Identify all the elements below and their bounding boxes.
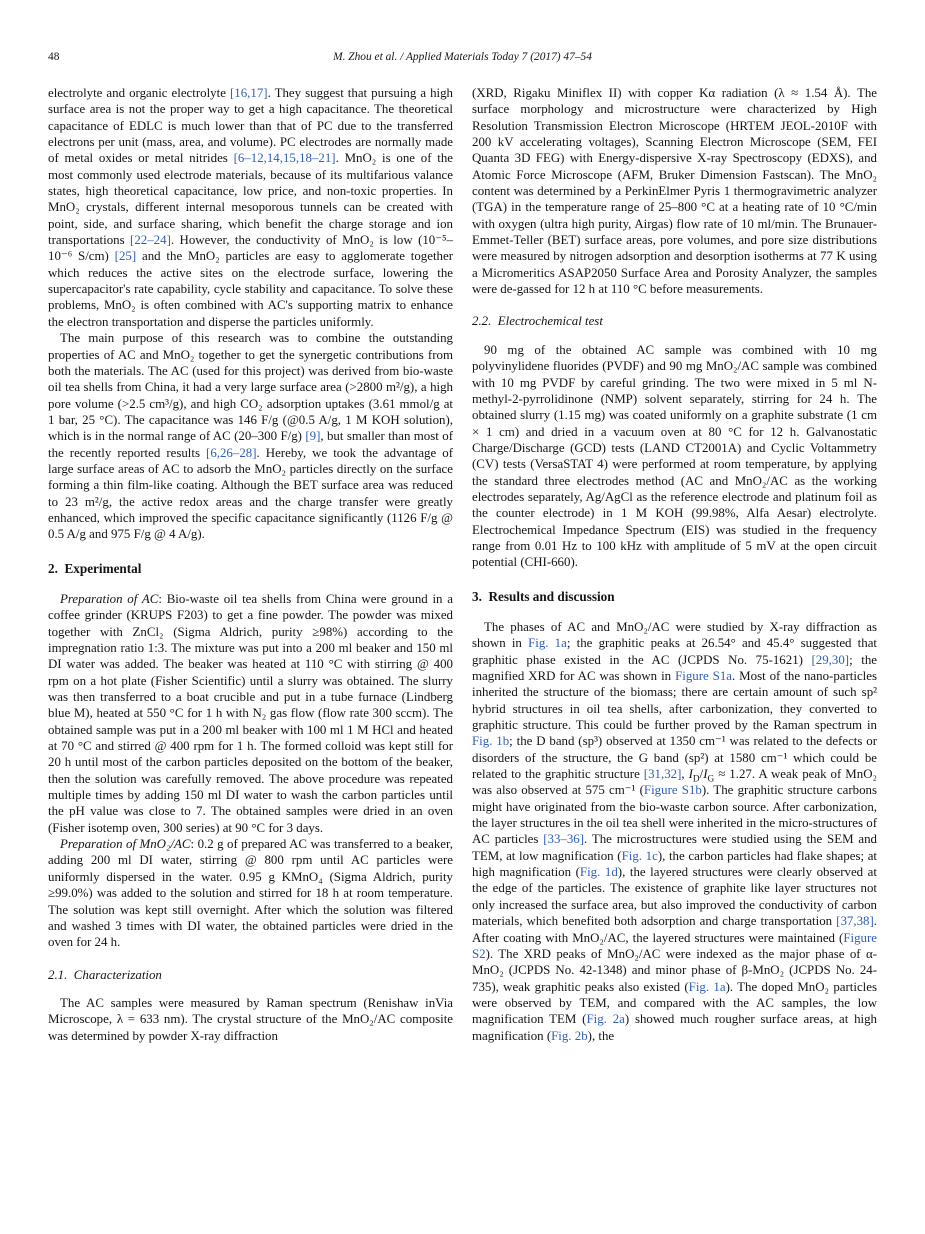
citation-link[interactable]: [22–24] xyxy=(130,233,171,248)
citation-link[interactable]: Fig. 1d xyxy=(579,865,618,880)
citation-link[interactable]: Fig. 2a xyxy=(586,1012,625,1027)
citation-link[interactable]: [16,17] xyxy=(229,86,268,100)
citation-link[interactable]: Fig. 1b xyxy=(472,734,510,749)
italic-text: I xyxy=(688,767,693,782)
citation-link[interactable]: [6,26–28] xyxy=(206,445,257,460)
paragraph: 90 mg of the obtained AC sample was combined with 10 mg polyvinylidene fluorides (PVDF) and 90 mg MnO₂/AC sample was combined with 10 mg PVDF by careful grinding. The two were mixed in 5 ml N-methyl-2-pyrrolidinone (NMP) solvent separately, stirring for 24 h. The obtained slurry (1.15 mg) was coated uniformly on a graphite substrate (1 cm × 1 cm) and dried in a vacuum oven at 80 °C for 12 h. Galvanostatic Charge/Discharge (GCD) tests (LAND CT2001A) and Cyclic Voltammetry (CV) tests (VersaSTAT 4) were performed at room temperature, by applying the standard three electrodes method (AC and MnO₂/AC as the working electrodes separately, Ag/AgCl as the reference electrode and platinum foil as the counter electrode) in 1 M KOH (99.98%, Alfa Aesar) electrolyte. Electrochemical Impedance Spectrum (EIS) was studied in the frequency range from 0.01 Hz to 100 kHz with amplitude of 5 mV at the open circuit potential (CHI-660). xyxy=(472,342,877,570)
citation-link[interactable]: [31,32] xyxy=(643,767,682,782)
citation-link[interactable]: Figure S1b xyxy=(643,783,702,798)
right-column xyxy=(472,85,877,1044)
paragraph: electrolyte and organic electrolyte [16,17]. They suggest that pursuing a high surface area is not the proper way to get a high capacitance. The theoretical capacitance of EDLC is much lower than that of PC due to the transferred electrons per unit (mass, area, and volume). PC electrodes are normally made of metal oxides or metal nitrides [6–12,14,15,18–21]. MnO₂ is one of the most commonly used electrode materials, because of its multifarious valance states, high theoretical capacitance, low price, and non-toxic properties. In MnO₂ crystals, different internal mesoporous tunnels can be created with point, side, and surface sharing, which benefit the charge storage and ion transportations [22–24]. However, the conductivity of MnO₂ is low (10⁻⁵–10⁻⁶ S/cm) [25] and the MnO₂ particles are easy to agglomerate together which reduces the active sites on the electrode surface, lowering the supercapacitor's rate capability, cycle stability and capacitance. To solve these problems, MnO₂ is often combined with AC's supporting matrix to enhance the electron transportation and disperse the particles uniformly. xyxy=(48,86,453,329)
paragraph: The main purpose of this research was to combine the outstanding properties of AC and MnO₂ together to get the synergetic contributions from both the materials. The AC (used for this project) was derived from bio-waste oil tea shells from China, it had a very large surface area (>2800 m²/g), a high pore volume (>2.5 cm³/g), and high CO₂ adsorption uptakes (3.61 mmol/g at 1 bar, 25 °C). The capacitance was 146 F/g (@0.5 A/g, 1 M KOH solution), which is in the normal range of AC (20–300 F/g) [9], but smaller than most of the recently reported results [6,26–28]. Hereby, we took the advantage of large surface areas of AC to adsorb the MnO₂ particles directly on the surface forming a thin film-like coating. Although the BET surface area was reduced to 23 m²/g, the active redox areas and the charge transfer were greatly enhanced, which improved the specific capacitance significantly (1126 F/g @ 0.5 A/g and 975 F/g @ 4 A/g). xyxy=(48,331,453,542)
citation-link[interactable]: Fig. 1c xyxy=(621,848,658,863)
citation-link[interactable]: Fig. 1a xyxy=(688,979,726,994)
section-heading: 3. Results and discussion xyxy=(472,588,615,604)
article-body xyxy=(48,85,877,1044)
citation-link[interactable]: [29,30] xyxy=(811,652,850,667)
page-number: 48 xyxy=(48,51,60,63)
citation-link[interactable]: [33–36] xyxy=(543,832,585,847)
paragraph: The phases of AC and MnO₂/AC were studied by X-ray diffraction as shown in Fig. 1a; the graphitic peaks at 26.54° and 45.4° suggested that graphitic phase existed in the AC (JCPDS No. 75-1621) [29,30]; the magnified XRD for AC was shown in Figure S1a. Most of the nano-particles inherited the structure of the biomass; there are certain amount of such sp² hybrid structures in oil tea shells, after carbonization, they converted to graphitic structure. This could be further proved by the Raman spectrum in Fig. 1b; the D band (sp³) observed at 1350 cm⁻¹ was related to the defects or disorders of the structure, the G band (sp²) at 1580 cm⁻¹ which could be related to the graphitic structure [31,32], $I_D/I_G \approx 1.27$. A weak peak of MnO₂ was also observed at 575 cm⁻¹ (Figure S1b). The graphitic structure carbons might have originated from the bio-waste carbon source. After carbonization, the layer structures in the oil tea shell were inherited in the micro-structures of AC particles [33–36]. The microstructures were studied using the SEM and TEM, at low magnification (Fig. 1c), the carbon particles had flake shapes; at high magnification (Fig. 1d), the layered structures were clearly observed at the edge of the particles. The existence of graphite like layer structures not only increased the surface area, but also improved the conductivity of carbon materials, which benefited both adsorption and charge transportation [37,38]. After coating with MnO₂/AC, the layered structures were maintained (Figure S2). The XRD peaks of MnO₂/AC were indexed as the major phase of α-MnO₂ (JCPDS No. 42-1348) and minor phase of β-MnO₂ (JCPDS No. 24-735), weak graphitic peaks also existed (Fig. 1a). The doped MnO₂ particles were observed by TEM, and compared with the AC samples, the low magnification TEM (Fig. 2a) showed much rougher surface areas, at high magnification (Fig. 2b), the xyxy=(472,619,878,1043)
subscript: G xyxy=(707,774,715,785)
italic-text: I xyxy=(703,767,708,782)
subsection-heading: 2.1. Characterization xyxy=(48,967,162,982)
paragraph: Preparation of MnO₂/AC: 0.2 g of prepared AC was transferred to a beaker, adding 200 ml DI water, stirring @ 800 rpm until AC particles were uniformly dispersed in the water. 0.95 g KMnO₄ (Sigma Aldrich, purity ≥99.0%) was added to the solution and stirred for 18 h at room temperature. The solution was kept still overnight. After which the solution was filtered and washed 3 times with DI water, the obtained particles were dried in the oven for 24 h. xyxy=(48,837,453,950)
citation-link[interactable]: Figure S1a xyxy=(675,669,732,683)
paragraph: Preparation of AC: Bio-waste oil tea shells from China were ground in a coffee grinder (KRUPS F203) to get a fine powder. The powder was mixed together with ZnCl₂ (Sigma Aldrich, purity ≥98%) according to the impregnation ratio 1:3. The mixture was put into a 200 ml beaker and 150 ml DI water was added. The beaker was heated at 110 °C with stirring @ 400 rpm on a hot plate (Fisher Scientific) until a slurry was obtained. The slurry was then transferred to a boat crucible and put in a tube furnace (Lindberg blue M), heated at 550 °C for 1 h with N₂ gas flow (flow rate 300 sccm). The obtained sample was put in a 200 ml beaker with 100 ml 1 M HCl and heated at 70 °C and stirred @ 400 rpm for 1 h. The formed colloid was kept still for 20 h until most of the carbon particles deposited on the bottom of the beaker, then the solution was carefully removed. The above procedure was repeated multiple times by adding 150 ml DI water to wash the carbon particles until the pH value was close to 7. The obtained samples were dried in an oven (Fisher isotemp oven, 300 series) at 90 °C for 3 days. xyxy=(48,591,453,835)
italic-text: Preparation of AC xyxy=(60,591,159,606)
citation-link[interactable]: [9] xyxy=(305,429,321,444)
citation-link[interactable]: [6–12,14,15,18–21] xyxy=(233,151,336,166)
citation-link[interactable]: Fig. 1a xyxy=(528,636,567,651)
page-header xyxy=(48,51,877,66)
paragraph: The AC samples were measured by Raman spectrum (Renishaw inVia Microscope, λ = 633 nm). The crystal structure of the MnO₂/AC composite was determined by powder X-ray diffraction xyxy=(48,995,453,1043)
italic-text: Preparation of MnO₂/AC xyxy=(60,837,191,852)
citation-link[interactable]: [25] xyxy=(114,249,137,264)
citation-link[interactable]: Figure S2 xyxy=(472,930,877,961)
citation-link[interactable]: Fig. 2b xyxy=(551,1028,588,1043)
paragraph: (XRD, Rigaku Miniflex II) with copper Kα radiation (λ ≈ 1.54 Å). The surface morphology and microstructure were characterized by High Resolution Transmission Electron Microscope (HRTEM JEOL-2010F with 200 kV accelerating voltages), Scanning Electron Microscope (SEM, FEI Quanta 3D FEG) with Energy-dispersive X-ray Spectroscopy (EDXS), and Atomic Force Microscope (AFM, Bruker Dimension Fastscan). The MnO₂ content was determined by a PerkinElmer Pyris 1 thermogravimetric analyzer (TGA) in the temperature range of 25–800 °C at a heating rate of 10 °C/min with oxygen (ultra high purity, Airgas) flow rate of 10 ml/min. The Brunauer-Emmet-Teller (BET) surface areas, pore volumes, and pore size distributions were measured by nitrogen adsorption and desorption isotherms at 77 K using a Micromeritics ASAP2050 Surface Area and Porosity Analyzer, the samples were de-gassed for 12 h at 110 °C before measurements. xyxy=(472,86,877,297)
subsection-heading: 2.2. Electrochemical test xyxy=(472,314,603,329)
citation-link[interactable]: [37,38] xyxy=(836,914,874,929)
subscript: D xyxy=(692,774,700,785)
running-title: M. Zhou et al. / Applied Materials Today 7 (2017) 47–54 xyxy=(333,51,592,63)
section-heading: 2. Experimental xyxy=(48,560,142,576)
left-column xyxy=(48,85,453,1044)
